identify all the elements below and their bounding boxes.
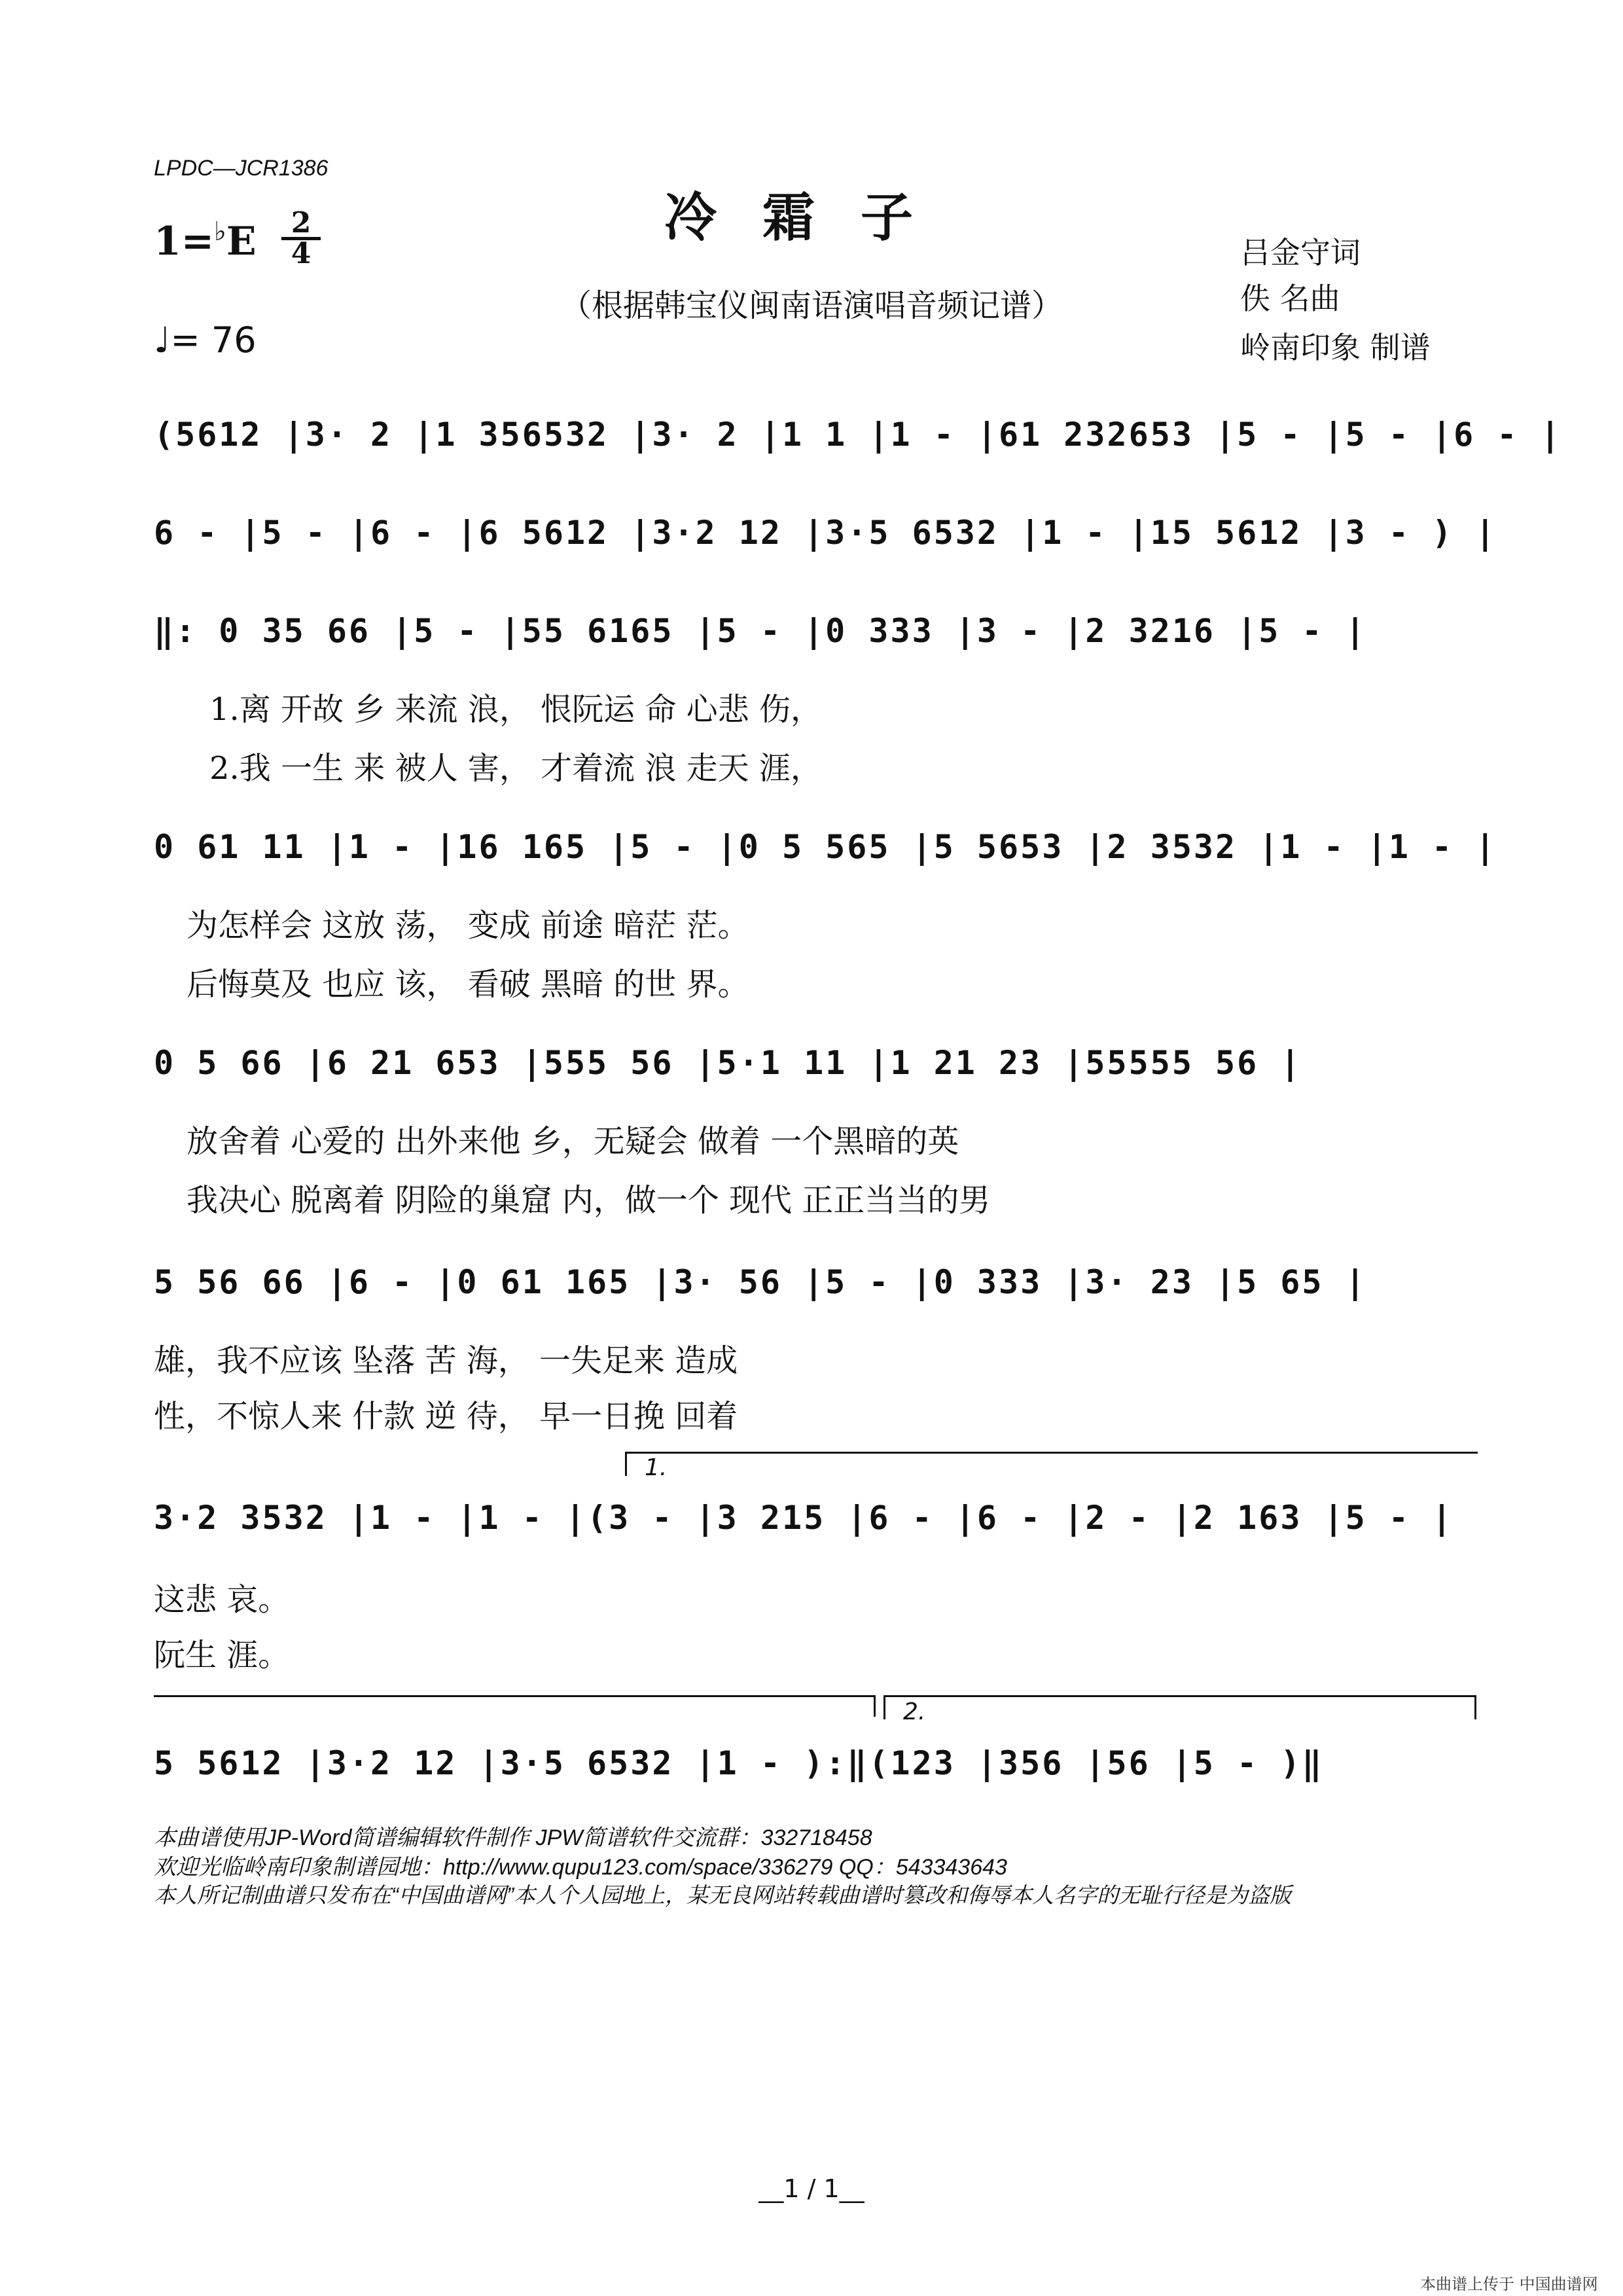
score-line-1: (5612 |3· 2 |1 356532 |3· 2 |1 1 |1 - |61 232653 |5 - |5 - |6 - |	[154, 416, 1562, 454]
time-signature-top: 2	[281, 209, 321, 240]
key-prefix: 1=	[154, 219, 215, 264]
lyric-line-3-verse-2: 2.我 一生 来 被人 害， 才着流 浪 走天 涯，	[209, 750, 822, 787]
page-title: 冷霜子	[664, 187, 959, 248]
time-signature-bottom: 4	[291, 237, 312, 270]
tempo-marking: ♩= 76	[154, 319, 257, 361]
page-number: __1 / 1__	[758, 2174, 865, 2203]
score-line-6: 5 56 66 |6 - |0 61 165 |3· 56 |5 - |0 333 |3· 23 |5 65 |	[154, 1263, 1367, 1301]
score-line-3: ‖: 0 35 66 |5 - |55 6165 |5 - |0 333 |3 - |2 3216 |5 - |	[154, 612, 1367, 650]
footer-line-2: 欢迎光临岭南印象制谱园地：http://www.qupu123.com/space/336279 QQ：543343643	[154, 1855, 1007, 1880]
score-line-5: 0 5 66 |6 21 653 |555 56 |5·1 11 |1 21 23 |55555 56 |	[154, 1044, 1302, 1082]
score-line-2: 6 - |5 - |6 - |6 5612 |3·2 12 |3·5 6532 |1 - |15 5612 |3 - ) |	[154, 514, 1497, 552]
score-line-4: 0 61 11 |1 - |16 165 |5 - |0 5 565 |5 5653 |2 3532 |1 - |1 - |	[154, 828, 1497, 866]
lyric-line-5-verse-2: 我决心 脱离着 阴险的巢窟 内，做一个 现代 正正当当的男	[187, 1182, 991, 1219]
lyric-line-6-verse-1: 雄，我不应该 坠落 苦 海， 一失足来 造成	[154, 1342, 738, 1379]
first-ending-continuation	[154, 1695, 876, 1717]
watermark: 本曲谱上传于 中国曲谱网	[1420, 2275, 1598, 2293]
lyric-line-6-verse-2: 性，不惊人来 什款 逆 待， 早一日挽 回着	[154, 1398, 738, 1435]
score-code: LPDC—JCR1386	[154, 156, 329, 181]
first-ending-bracket	[625, 1452, 1478, 1476]
lyric-line-4-verse-2: 后悔莫及 也应 该， 看破 黑暗 的世 界。	[187, 966, 749, 1003]
composer-credit: 佚 名曲	[1240, 281, 1340, 316]
score-line-7: 3·2 3532 |1 - |1 - |(3 - |3 215 |6 - |6 - |2 - |2 163 |5 - |	[154, 1499, 1454, 1537]
flat-sign: ♭	[214, 216, 226, 247]
lyric-line-3-verse-1: 1.离 开故 乡 来流 浪， 恨阮运 命 心悲 伤，	[209, 691, 822, 728]
footer-line-3: 本人所记制曲谱只发布在“中国曲谱网”本人个人园地上，某无良网站转载曲谱时篡改和侮辱本人名字的无耻行径是为盗版	[154, 1883, 1291, 1907]
lyric-line-5-verse-1: 放舍着 心爱的 出外来他 乡，无疑会 做着 一个黑暗的英	[187, 1123, 959, 1160]
subtitle: （根据韩宝仪闽南语演唱音频记谱）	[560, 287, 1063, 324]
second-ending-bracket	[883, 1695, 1476, 1719]
arranger-credit: 岭南印象 制谱	[1240, 330, 1431, 365]
lyric-line-4-verse-1: 为怎样会 这放 荡， 变成 前途 暗茫 茫。	[187, 907, 749, 944]
second-ending-label: 2.	[903, 1698, 926, 1725]
key-note: E	[226, 219, 257, 264]
lyric-line-7-verse-1: 这悲 哀。	[154, 1581, 290, 1618]
time-signature	[281, 206, 321, 270]
key-signature	[154, 216, 257, 264]
first-ending-label: 1.	[645, 1454, 668, 1481]
lyricist-credit: 吕金守词	[1240, 235, 1361, 270]
lyric-line-7-verse-2: 阮生 涯。	[154, 1637, 290, 1674]
footer-line-1: 本曲谱使用JP-Word简谱编辑软件制作 JPW简谱软件交流群：332718458	[154, 1825, 872, 1850]
score-line-8: 5 5612 |3·2 12 |3·5 6532 |1 - ):‖(123 |356 |56 |5 - )‖	[154, 1744, 1324, 1782]
